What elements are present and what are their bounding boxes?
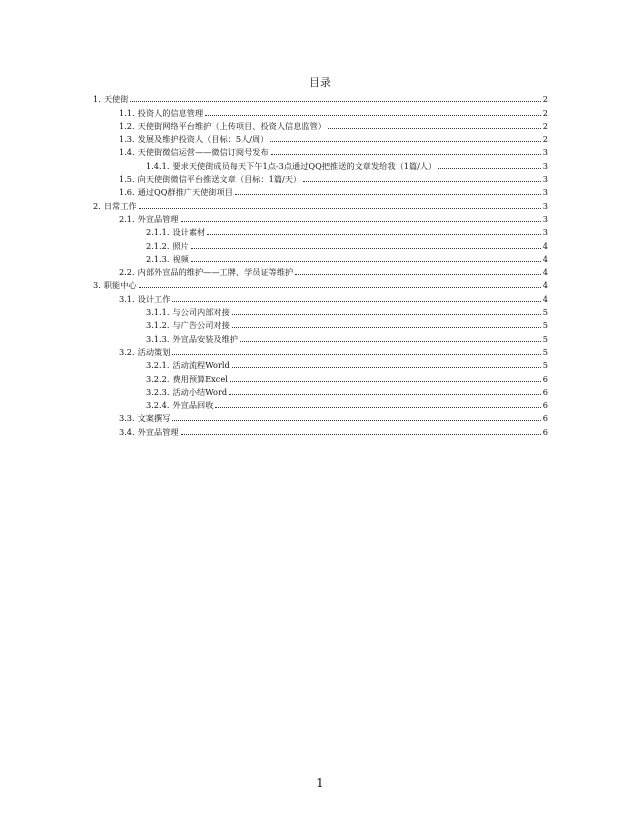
dot-leader <box>181 220 541 222</box>
toc-entry-label: 发展及维护投资人（目标：5人/周） <box>137 134 269 145</box>
toc-entry-label: 设计工作 <box>137 293 171 304</box>
dot-leader <box>139 286 541 288</box>
toc-entry-number: 3.1.1. <box>146 307 170 318</box>
dot-leader <box>232 313 541 315</box>
toc-entry-page: 2 <box>542 107 548 118</box>
toc-entry-page: 4 <box>542 240 548 251</box>
toc-entry-label: 外宣品管理 <box>137 213 179 224</box>
toc-entry-page: 6 <box>542 400 548 411</box>
dot-leader <box>271 153 541 155</box>
toc-entry-page: 3 <box>542 200 548 211</box>
dot-leader <box>303 180 541 182</box>
toc-entry[interactable] <box>93 251 548 264</box>
toc-entry-page: 2 <box>542 120 548 131</box>
toc-entry-number: 1.1. <box>119 107 135 118</box>
dot-leader <box>240 340 541 342</box>
toc-entry-number: 3.3. <box>119 413 135 424</box>
toc-entry-number: 3.2.3. <box>146 386 170 397</box>
toc-entry[interactable] <box>93 104 548 117</box>
toc-entry-number: 3.2. <box>119 346 135 357</box>
toc-entry[interactable] <box>93 118 548 131</box>
toc-entry[interactable] <box>93 211 548 224</box>
toc-entry[interactable] <box>93 157 548 170</box>
toc-entry-page: 3 <box>542 227 548 238</box>
toc-entry-label: 设计素材 <box>172 227 206 238</box>
toc-entry-label: 活动小结Word <box>172 386 228 397</box>
toc-entry-label: 向天使街微信平台推送文章（目标：1篇/天） <box>137 174 302 185</box>
toc-entry-page: 5 <box>542 320 548 331</box>
toc-entry[interactable] <box>93 397 548 410</box>
toc-entry-label: 费用预算Excel <box>172 373 228 384</box>
toc-entry-number: 3.1. <box>119 293 135 304</box>
toc-entry[interactable] <box>93 91 548 104</box>
dot-leader <box>230 380 541 382</box>
toc-entry-label: 内部外宣品的维护——工牌、学员证等维护 <box>137 267 294 278</box>
toc-entry[interactable] <box>93 171 548 184</box>
toc-entry[interactable] <box>93 370 548 383</box>
toc-entry-number: 1. <box>93 94 101 105</box>
toc-entry-number: 3.1.3. <box>146 333 170 344</box>
page-number: 1 <box>316 776 324 790</box>
toc-entry-label: 要求天使街成员每天下午1点-3点通过QQ把推送的文章发给我（1篇/人） <box>172 160 437 171</box>
dot-leader <box>205 114 541 116</box>
toc-entry[interactable] <box>93 344 548 357</box>
toc-entry-page: 6 <box>542 386 548 397</box>
toc-entry-number: 2.1. <box>119 213 135 224</box>
toc-entry[interactable] <box>93 423 548 436</box>
toc-entry-number: 1.4.1. <box>146 160 170 171</box>
toc-entry-number: 2.2. <box>119 267 135 278</box>
toc-entry-number: 1.5. <box>119 174 135 185</box>
toc-entry-number: 2.1.1. <box>146 227 170 238</box>
toc-entry-label: 文案撰写 <box>137 413 171 424</box>
toc-entry-number: 3.2.2. <box>146 373 170 384</box>
toc-entry[interactable] <box>93 131 548 144</box>
toc-entry-label: 投资人的信息管理 <box>137 107 204 118</box>
toc-entry-page: 6 <box>542 373 548 384</box>
toc-entry[interactable] <box>93 264 548 277</box>
toc-entry[interactable] <box>93 197 548 210</box>
dot-leader <box>229 393 541 395</box>
toc-entry-page: 6 <box>542 426 548 437</box>
toc-entry-page: 3 <box>542 213 548 224</box>
toc-entry[interactable] <box>93 330 548 343</box>
dot-leader <box>438 167 541 169</box>
toc-entry-page: 5 <box>542 333 548 344</box>
dot-leader <box>172 419 541 421</box>
toc-entry-page: 4 <box>542 267 548 278</box>
toc-entry-number: 3.1.2. <box>146 320 170 331</box>
toc-entry-label: 外宣品回收 <box>172 400 214 411</box>
dot-leader <box>191 247 541 249</box>
toc-entry-page: 3 <box>542 187 548 198</box>
dot-leader <box>172 300 541 302</box>
dot-leader <box>295 273 541 275</box>
toc-entry-label: 视频 <box>172 253 189 264</box>
toc-entry-label: 天使街 <box>103 94 129 105</box>
toc-entry-number: 1.6. <box>119 187 135 198</box>
table-of-contents <box>93 91 548 437</box>
toc-entry-label: 天使街微信运营——微信订阅号发布 <box>137 147 269 158</box>
dot-leader <box>130 100 541 102</box>
toc-entry-page: 3 <box>542 147 548 158</box>
toc-entry-page: 3 <box>542 174 548 185</box>
toc-entry-number: 1.2. <box>119 120 135 131</box>
toc-entry-number: 3.4. <box>119 426 135 437</box>
toc-entry[interactable] <box>93 304 548 317</box>
toc-entry-number: 2. <box>93 200 101 211</box>
toc-entry-label: 照片 <box>172 240 189 251</box>
dot-leader <box>270 140 541 142</box>
toc-entry-page: 2 <box>542 94 548 105</box>
toc-entry-page: 2 <box>542 134 548 145</box>
toc-entry-label: 与公司内部对接 <box>172 307 230 318</box>
toc-entry[interactable] <box>93 277 548 290</box>
dot-leader <box>232 326 541 328</box>
dot-leader <box>191 260 541 262</box>
toc-entry-label: 活动策划 <box>137 346 171 357</box>
toc-entry[interactable] <box>93 317 548 330</box>
toc-entry[interactable] <box>93 290 548 303</box>
toc-entry-page: 4 <box>542 253 548 264</box>
toc-entry-label: 日常工作 <box>103 200 137 211</box>
toc-entry-number: 3.2.1. <box>146 360 170 371</box>
toc-entry[interactable] <box>93 224 548 237</box>
dot-leader <box>181 433 541 435</box>
toc-entry-number: 1.3. <box>119 134 135 145</box>
dot-leader <box>235 193 541 195</box>
dot-leader <box>172 353 541 355</box>
toc-entry[interactable] <box>93 184 548 197</box>
toc-entry-page: 5 <box>542 360 548 371</box>
toc-entry-label: 职能中心 <box>103 280 137 291</box>
dot-leader <box>328 127 541 129</box>
toc-entry-page: 4 <box>542 293 548 304</box>
toc-entry-label: 外宣品管理 <box>137 426 179 437</box>
toc-entry[interactable] <box>93 384 548 397</box>
toc-entry[interactable] <box>93 357 548 370</box>
toc-entry-number: 2.1.2. <box>146 240 170 251</box>
toc-entry-number: 2.1.3. <box>146 253 170 264</box>
toc-entry-number: 3.2.4. <box>146 400 170 411</box>
toc-entry[interactable] <box>93 410 548 423</box>
toc-entry-page: 5 <box>542 307 548 318</box>
dot-leader <box>207 233 541 235</box>
toc-entry[interactable] <box>93 144 548 157</box>
toc-entry-page: 3 <box>542 160 548 171</box>
toc-entry-number: 3. <box>93 280 101 291</box>
toc-entry-label: 与广告公司对接 <box>172 320 230 331</box>
toc-entry-label: 通过QQ群推广天使街项目 <box>137 187 233 198</box>
toc-entry-label: 天使街网络平台维护（上传项目、投资人信息监管） <box>137 120 326 131</box>
dot-leader <box>139 207 541 209</box>
dot-leader <box>215 406 541 408</box>
toc-entry-label: 活动流程World <box>172 360 230 371</box>
dot-leader <box>232 366 541 368</box>
toc-title: 目录 <box>309 76 331 89</box>
toc-entry-number: 1.4. <box>119 147 135 158</box>
toc-entry-page: 4 <box>542 280 548 291</box>
toc-entry[interactable] <box>93 237 548 250</box>
toc-entry-label: 外宣品安装及维护 <box>172 333 238 344</box>
toc-entry-page: 5 <box>542 346 548 357</box>
toc-entry-page: 6 <box>542 413 548 424</box>
